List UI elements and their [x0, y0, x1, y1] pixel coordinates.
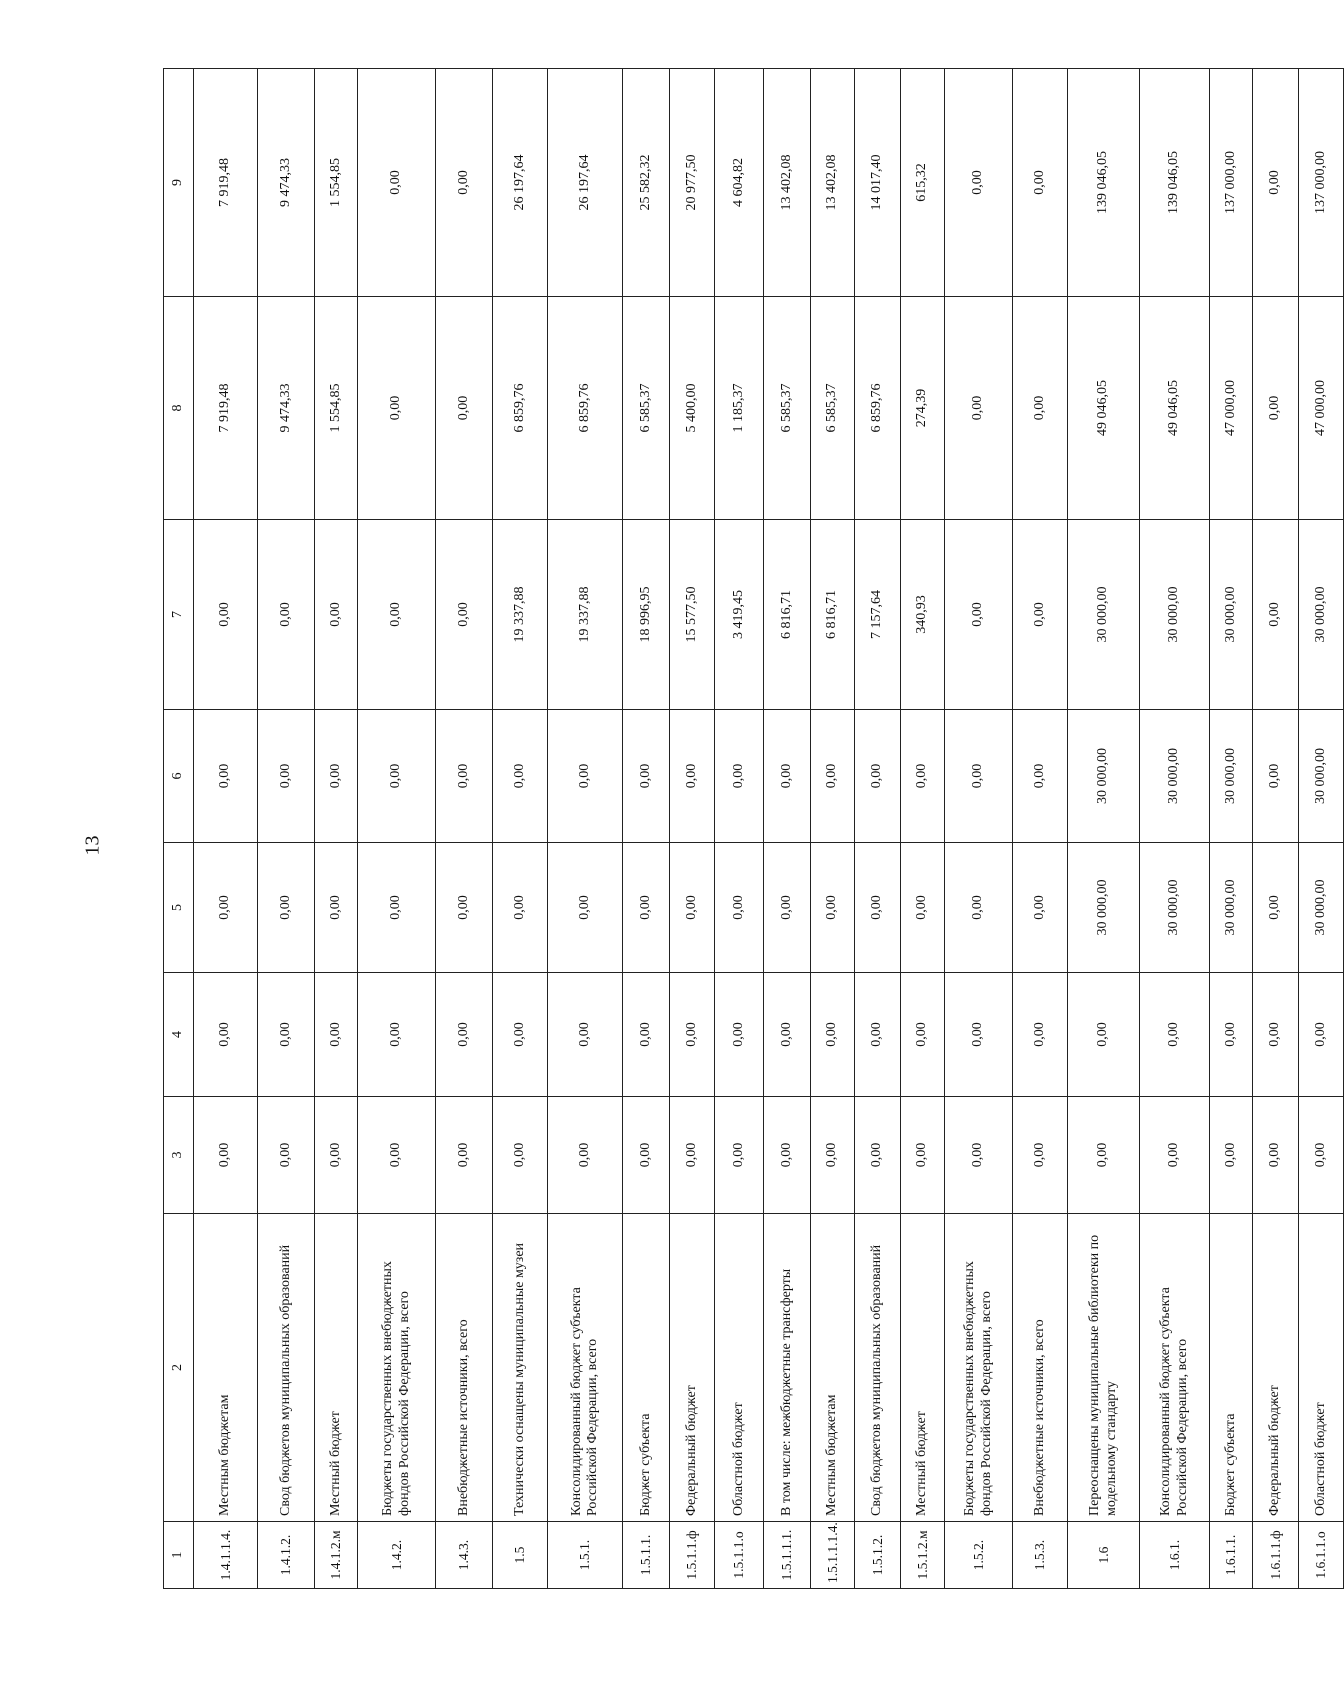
value-cell: 0,00 — [493, 973, 548, 1097]
value-cell: 0,00 — [623, 710, 670, 843]
value-cell: 0,00 — [258, 520, 315, 710]
value-cell: 6 585,37 — [623, 297, 670, 520]
value-cell: 49 046,05 — [1140, 297, 1210, 520]
value-cell: 0,00 — [855, 1097, 901, 1214]
row-name-cell: Бюджеты государственных внебюджетных фондов Российской Федерации, всего — [945, 1214, 1013, 1522]
column-header: 5 — [164, 843, 194, 973]
value-cell: 0,00 — [945, 297, 1013, 520]
value-cell: 0,00 — [548, 1097, 623, 1214]
value-cell: 0,00 — [548, 843, 623, 973]
value-cell: 0,00 — [901, 710, 945, 843]
value-cell: 0,00 — [315, 973, 358, 1097]
row-name-cell: Переоснащены муниципальные библиотеки по модельному стандарту — [1068, 1214, 1140, 1522]
value-cell: 0,00 — [1210, 973, 1253, 1097]
value-cell: 19 337,88 — [493, 520, 548, 710]
value-cell: 0,00 — [623, 843, 670, 973]
value-cell: 7 919,48 — [194, 297, 258, 520]
row-name-cell: Областной бюджет — [1299, 1214, 1344, 1522]
column-header: 1 — [164, 1522, 194, 1589]
value-cell: 0,00 — [1253, 973, 1299, 1097]
table-row — [1253, 69, 1299, 1589]
value-cell: 0,00 — [1013, 520, 1068, 710]
row-code-cell: 1.5.1.2.м — [901, 1522, 945, 1589]
value-cell: 26 197,64 — [493, 69, 548, 297]
value-cell: 0,00 — [258, 843, 315, 973]
value-cell: 0,00 — [811, 843, 855, 973]
value-cell: 0,00 — [945, 69, 1013, 297]
value-cell: 6 585,37 — [764, 297, 811, 520]
value-cell: 0,00 — [1140, 973, 1210, 1097]
row-name-cell: Местный бюджет — [901, 1214, 945, 1522]
value-cell: 0,00 — [1140, 1097, 1210, 1214]
row-name-cell: Свод бюджетов муниципальных образований — [258, 1214, 315, 1522]
value-cell: 0,00 — [1013, 973, 1068, 1097]
table-row — [493, 69, 548, 1589]
value-cell: 0,00 — [1253, 69, 1299, 297]
value-cell: 0,00 — [901, 843, 945, 973]
value-cell: 19 337,88 — [548, 520, 623, 710]
value-cell: 0,00 — [315, 520, 358, 710]
row-code-cell: 1.5.1.1.ф — [670, 1522, 715, 1589]
value-cell: 1 554,85 — [315, 297, 358, 520]
value-cell: 0,00 — [670, 843, 715, 973]
row-code-cell: 1.4.1.1.4. — [194, 1522, 258, 1589]
value-cell: 0,00 — [358, 843, 436, 973]
value-cell: 0,00 — [493, 843, 548, 973]
value-cell: 274,39 — [901, 297, 945, 520]
value-cell: 0,00 — [1253, 843, 1299, 973]
value-cell: 0,00 — [358, 710, 436, 843]
table-row — [1299, 69, 1344, 1589]
value-cell: 0,00 — [1253, 710, 1299, 843]
value-cell: 30 000,00 — [1210, 710, 1253, 843]
value-cell: 0,00 — [1299, 1097, 1344, 1214]
table-row — [1210, 69, 1253, 1589]
value-cell: 0,00 — [670, 710, 715, 843]
row-name-cell: Консолидированный бюджет субъекта Российской Федерации, всего — [1140, 1214, 1210, 1522]
table-row — [548, 69, 623, 1589]
value-cell: 0,00 — [764, 973, 811, 1097]
value-cell: 0,00 — [764, 1097, 811, 1214]
budget-table — [163, 68, 1344, 1589]
value-cell: 137 000,00 — [1299, 69, 1344, 297]
value-cell: 0,00 — [811, 973, 855, 1097]
table-row — [315, 69, 358, 1589]
row-code-cell: 1.5.1.1.о — [715, 1522, 764, 1589]
value-cell: 0,00 — [358, 1097, 436, 1214]
column-header: 4 — [164, 973, 194, 1097]
value-cell: 0,00 — [358, 973, 436, 1097]
table-row — [901, 69, 945, 1589]
value-cell: 6 859,76 — [855, 297, 901, 520]
value-cell: 615,32 — [901, 69, 945, 297]
value-cell: 7 919,48 — [194, 69, 258, 297]
column-header: 7 — [164, 520, 194, 710]
table-body — [194, 69, 1344, 1589]
value-cell: 0,00 — [855, 843, 901, 973]
value-cell: 0,00 — [548, 973, 623, 1097]
value-cell: 0,00 — [315, 1097, 358, 1214]
table-row — [436, 69, 493, 1589]
value-cell: 0,00 — [436, 973, 493, 1097]
row-code-cell: 1.5.2. — [945, 1522, 1013, 1589]
row-name-cell: Областной бюджет — [715, 1214, 764, 1522]
value-cell: 6 816,71 — [764, 520, 811, 710]
value-cell: 0,00 — [945, 843, 1013, 973]
value-cell: 30 000,00 — [1210, 843, 1253, 973]
value-cell: 9 474,33 — [258, 297, 315, 520]
row-code-cell: 1.5.1.2. — [855, 1522, 901, 1589]
value-cell: 0,00 — [855, 973, 901, 1097]
row-code-cell: 1.5.3. — [1013, 1522, 1068, 1589]
row-name-cell: Бюджет субъекта — [623, 1214, 670, 1522]
value-cell: 0,00 — [623, 973, 670, 1097]
table-row — [764, 69, 811, 1589]
value-cell: 0,00 — [1253, 1097, 1299, 1214]
value-cell: 1 185,37 — [715, 297, 764, 520]
value-cell: 30 000,00 — [1068, 520, 1140, 710]
value-cell: 0,00 — [315, 710, 358, 843]
value-cell: 6 859,76 — [548, 297, 623, 520]
value-cell: 0,00 — [670, 1097, 715, 1214]
value-cell: 0,00 — [945, 520, 1013, 710]
value-cell: 0,00 — [901, 973, 945, 1097]
row-code-cell: 1.6.1.1.о — [1299, 1522, 1344, 1589]
value-cell: 0,00 — [315, 843, 358, 973]
value-cell: 0,00 — [358, 297, 436, 520]
value-cell: 0,00 — [901, 1097, 945, 1214]
value-cell: 0,00 — [715, 843, 764, 973]
value-cell: 0,00 — [945, 1097, 1013, 1214]
page-number-text: 13 — [81, 835, 104, 855]
value-cell: 30 000,00 — [1140, 710, 1210, 843]
value-cell: 30 000,00 — [1299, 843, 1344, 973]
row-name-cell: Внебюджетные источники, всего — [1013, 1214, 1068, 1522]
value-cell: 0,00 — [945, 710, 1013, 843]
value-cell: 4 604,82 — [715, 69, 764, 297]
value-cell: 0,00 — [1013, 843, 1068, 973]
value-cell: 137 000,00 — [1210, 69, 1253, 297]
value-cell: 49 046,05 — [1068, 297, 1140, 520]
row-code-cell: 1.4.2. — [358, 1522, 436, 1589]
row-name-cell: Технически оснащены муниципальные музеи — [493, 1214, 548, 1522]
column-header: 3 — [164, 1097, 194, 1214]
value-cell: 0,00 — [436, 69, 493, 297]
value-cell: 0,00 — [258, 973, 315, 1097]
value-cell: 139 046,05 — [1068, 69, 1140, 297]
table-row — [1140, 69, 1210, 1589]
value-cell: 0,00 — [493, 1097, 548, 1214]
table-row — [715, 69, 764, 1589]
value-cell: 0,00 — [194, 710, 258, 843]
value-cell: 0,00 — [1068, 973, 1140, 1097]
value-cell: 30 000,00 — [1068, 710, 1140, 843]
value-cell: 0,00 — [811, 1097, 855, 1214]
column-header: 6 — [164, 710, 194, 843]
value-cell: 7 157,64 — [855, 520, 901, 710]
value-cell: 30 000,00 — [1299, 520, 1344, 710]
value-cell: 0,00 — [715, 710, 764, 843]
value-cell: 1 554,85 — [315, 69, 358, 297]
table-row — [258, 69, 315, 1589]
column-header: 2 — [164, 1214, 194, 1522]
value-cell: 0,00 — [623, 1097, 670, 1214]
row-name-cell: Местным бюджетам — [194, 1214, 258, 1522]
row-code-cell: 1.4.1.2. — [258, 1522, 315, 1589]
value-cell: 18 996,95 — [623, 520, 670, 710]
row-code-cell: 1.5.1. — [548, 1522, 623, 1589]
table-row — [358, 69, 436, 1589]
value-cell: 0,00 — [1210, 1097, 1253, 1214]
row-name-cell: Свод бюджетов муниципальных образований — [855, 1214, 901, 1522]
value-cell: 0,00 — [811, 710, 855, 843]
value-cell: 5 400,00 — [670, 297, 715, 520]
row-code-cell: 1.5 — [493, 1522, 548, 1589]
value-cell: 0,00 — [436, 297, 493, 520]
value-cell: 0,00 — [194, 520, 258, 710]
value-cell: 0,00 — [436, 520, 493, 710]
row-code-cell: 1.5.1.1.1. — [764, 1522, 811, 1589]
row-name-cell: Федеральный бюджет — [1253, 1214, 1299, 1522]
value-cell: 0,00 — [194, 973, 258, 1097]
value-cell: 0,00 — [358, 520, 436, 710]
value-cell: 3 419,45 — [715, 520, 764, 710]
value-cell: 0,00 — [1013, 69, 1068, 297]
value-cell: 0,00 — [194, 843, 258, 973]
row-code-cell: 1.6.1.1. — [1210, 1522, 1253, 1589]
value-cell: 0,00 — [715, 1097, 764, 1214]
value-cell: 340,93 — [901, 520, 945, 710]
table-row — [855, 69, 901, 1589]
value-cell: 0,00 — [715, 973, 764, 1097]
value-cell: 0,00 — [436, 710, 493, 843]
value-cell: 13 402,08 — [764, 69, 811, 297]
row-code-cell: 1.6.1. — [1140, 1522, 1210, 1589]
row-name-cell: Консолидированный бюджет субъекта Российской Федерации, всего — [548, 1214, 623, 1522]
value-cell: 0,00 — [1013, 297, 1068, 520]
value-cell: 0,00 — [548, 710, 623, 843]
table-row — [1068, 69, 1140, 1589]
table-row — [811, 69, 855, 1589]
rotated-table-container — [163, 69, 1329, 1589]
row-code-cell: 1.4.1.2.м — [315, 1522, 358, 1589]
row-code-cell: 1.5.1.1.1.4. — [811, 1522, 855, 1589]
value-cell: 6 816,71 — [811, 520, 855, 710]
row-code-cell: 1.6 — [1068, 1522, 1140, 1589]
value-cell: 0,00 — [855, 710, 901, 843]
column-header: 9 — [164, 69, 194, 297]
table-row — [194, 69, 258, 1589]
value-cell: 0,00 — [258, 1097, 315, 1214]
value-cell: 0,00 — [493, 710, 548, 843]
value-cell: 30 000,00 — [1210, 520, 1253, 710]
row-name-cell: Местный бюджет — [315, 1214, 358, 1522]
value-cell: 6 585,37 — [811, 297, 855, 520]
value-cell: 0,00 — [1299, 973, 1344, 1097]
row-code-cell: 1.5.1.1. — [623, 1522, 670, 1589]
value-cell: 47 000,00 — [1299, 297, 1344, 520]
row-name-cell: Местным бюджетам — [811, 1214, 855, 1522]
row-name-cell: Внебюджетные источники, всего — [436, 1214, 493, 1522]
value-cell: 30 000,00 — [1140, 520, 1210, 710]
column-header: 8 — [164, 297, 194, 520]
value-cell: 9 474,33 — [258, 69, 315, 297]
row-code-cell: 1.6.1.1.ф — [1253, 1522, 1299, 1589]
value-cell: 0,00 — [194, 1097, 258, 1214]
value-cell: 139 046,05 — [1140, 69, 1210, 297]
value-cell: 0,00 — [1013, 710, 1068, 843]
table-row — [945, 69, 1013, 1589]
value-cell: 20 977,50 — [670, 69, 715, 297]
row-code-cell: 1.4.3. — [436, 1522, 493, 1589]
row-name-cell: Федеральный бюджет — [670, 1214, 715, 1522]
value-cell: 0,00 — [764, 843, 811, 973]
value-cell: 30 000,00 — [1299, 710, 1344, 843]
value-cell: 0,00 — [1068, 1097, 1140, 1214]
table-row — [1013, 69, 1068, 1589]
value-cell: 30 000,00 — [1140, 843, 1210, 973]
value-cell: 6 859,76 — [493, 297, 548, 520]
value-cell: 0,00 — [1013, 1097, 1068, 1214]
row-name-cell: Бюджет субъекта — [1210, 1214, 1253, 1522]
value-cell: 0,00 — [358, 69, 436, 297]
value-cell: 47 000,00 — [1210, 297, 1253, 520]
value-cell: 15 577,50 — [670, 520, 715, 710]
value-cell: 0,00 — [1253, 520, 1299, 710]
value-cell: 0,00 — [670, 973, 715, 1097]
table-row — [623, 69, 670, 1589]
row-name-cell: Бюджеты государственных внебюджетных фондов Российской Федерации, всего — [358, 1214, 436, 1522]
table-header-row — [164, 69, 194, 1589]
value-cell: 0,00 — [436, 1097, 493, 1214]
page-number — [78, 830, 108, 860]
value-cell: 13 402,08 — [811, 69, 855, 297]
value-cell: 0,00 — [1253, 297, 1299, 520]
value-cell: 25 582,32 — [623, 69, 670, 297]
value-cell: 0,00 — [764, 710, 811, 843]
value-cell: 0,00 — [436, 843, 493, 973]
table-row — [670, 69, 715, 1589]
value-cell: 14 017,40 — [855, 69, 901, 297]
row-name-cell: В том числе: межбюджетные трансферты — [764, 1214, 811, 1522]
value-cell: 30 000,00 — [1068, 843, 1140, 973]
value-cell: 0,00 — [945, 973, 1013, 1097]
value-cell: 26 197,64 — [548, 69, 623, 297]
value-cell: 0,00 — [258, 710, 315, 843]
